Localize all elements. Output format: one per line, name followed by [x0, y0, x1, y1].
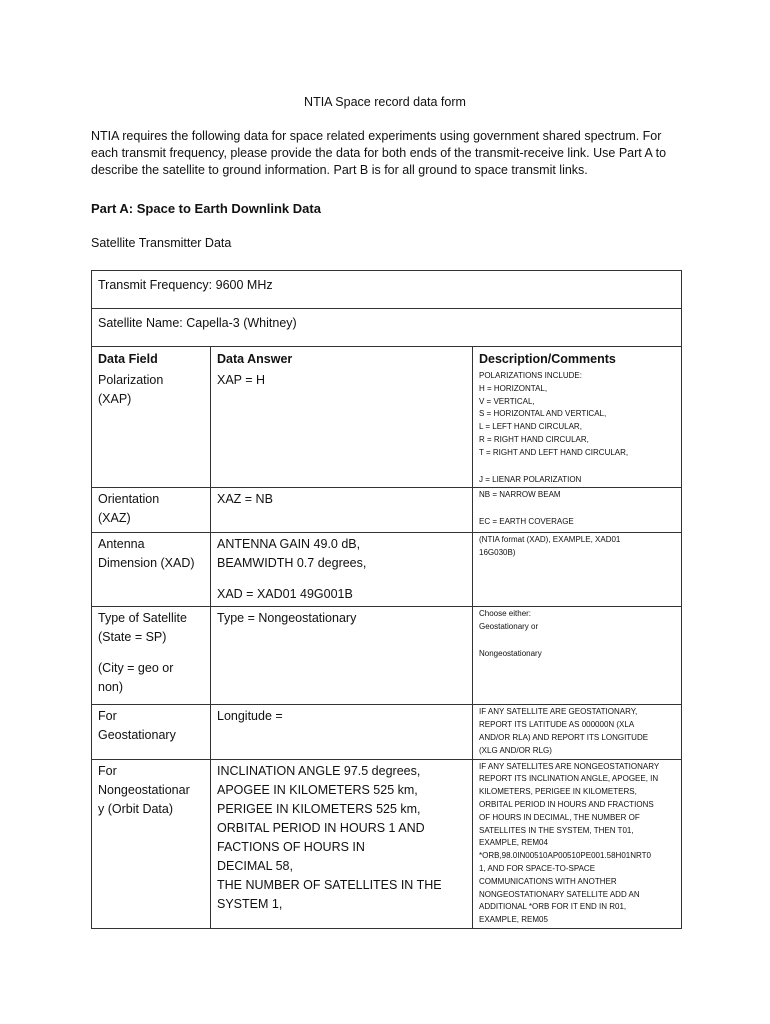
field-line: Orientation [98, 492, 160, 507]
description-line: L = LEFT HAND CIRCULAR, [479, 422, 582, 432]
field-cell [92, 369, 211, 488]
transmit-frequency-cell: Transmit Frequency: 9600 MHz [92, 271, 682, 309]
field-line: For [98, 763, 117, 778]
table-row-orientation [92, 488, 682, 533]
description-line: H = HORIZONTAL, [479, 383, 548, 393]
description-line: (NTIA format (XAD), EXAMPLE, XAD01 [479, 535, 621, 545]
field-line: For [98, 709, 117, 724]
answer-line: Longitude = [217, 709, 283, 724]
table-header-row [92, 347, 682, 370]
intro-paragraph: NTIA requires the following data for space related experiments using government shared spectrum. For each transmit frequency, please provide the data for both ends of the transmit-receive link. Use Part A to describe the satellite to ground information. Part B is for all ground to space transmit links. [91, 129, 667, 177]
answer-line: PERIGEE IN KILOMETERS 525 km, [217, 801, 421, 816]
answer-line: ANTENNA GAIN 49.0 dB, [217, 537, 361, 552]
page-title: NTIA Space record data form [304, 95, 466, 109]
description-line: 1, AND FOR SPACE-TO-SPACE [479, 863, 596, 873]
answer-line: THE NUMBER OF SATELLITES IN THE [217, 877, 442, 892]
header-data-field: Data Field [92, 347, 211, 370]
field-cell [92, 607, 211, 705]
satellite-transmitter-subheading: Satellite Transmitter Data [91, 236, 232, 250]
description-cell [473, 607, 682, 705]
description-line: REPORT ITS LATITUDE AS 000000N (XLA [479, 720, 635, 730]
answer-line: XAD = XAD01 49G001B [217, 587, 353, 602]
description-line: EXAMPLE, REM04 [479, 838, 548, 848]
description-cell [473, 369, 682, 488]
description-line: REPORT ITS INCLINATION ANGLE, APOGEE, IN [479, 774, 659, 784]
field-line: y (Orbit Data) [98, 801, 174, 816]
description-line: EXAMPLE, REM05 [479, 915, 548, 925]
answer-line: XAP = H [217, 373, 266, 387]
answer-line: XAZ = NB [217, 492, 273, 507]
description-line: COMMUNICATIONS WITH ANOTHER [479, 876, 617, 886]
description-line: J = LIENAR POLARIZATION [479, 474, 582, 484]
description-cell [473, 705, 682, 759]
description-line: 16G030B) [479, 548, 516, 558]
answer-line: INCLINATION ANGLE 97.5 degrees, [217, 763, 421, 778]
answer-cell [211, 607, 473, 705]
table-row-antenna-dimension [92, 533, 682, 607]
description-line: ADDITIONAL *ORB FOR IT END IN R01, [479, 902, 627, 912]
description-line: R = RIGHT HAND CIRCULAR, [479, 434, 589, 444]
description-line: T = RIGHT AND LEFT HAND CIRCULAR, [479, 447, 629, 457]
field-line: Nongeostationar [98, 782, 190, 797]
field-line: Type of Satellite [98, 611, 187, 626]
description-line: IF ANY SATELLITES ARE NONGEOSTATIONARY [479, 761, 660, 771]
answer-line: Type = Nongeostationary [217, 611, 357, 626]
field-line: (State = SP) [98, 630, 167, 645]
description-line: *ORB,98.0IN00510AP00510PE001.58H01NRT0 [479, 851, 651, 861]
table-row-satellite-type [92, 607, 682, 705]
answer-cell [211, 759, 473, 928]
header-description: Description/Comments [473, 347, 682, 370]
field-cell [92, 533, 211, 607]
field-line: Geostationary [98, 728, 176, 743]
field-line: (City = geo or [98, 661, 174, 676]
description-line: (XLG AND/OR RLG) [479, 745, 552, 755]
answer-line: APOGEE IN KILOMETERS 525 km, [217, 782, 418, 797]
description-line: EC = EARTH COVERAGE [479, 517, 574, 527]
description-line: OF HOURS IN DECIMAL, THE NUMBER OF [479, 812, 640, 822]
field-line: (XAZ) [98, 511, 131, 526]
field-cell [92, 488, 211, 533]
satellite-name-cell: Satellite Name: Capella-3 (Whitney) [92, 309, 682, 347]
description-line: SATELLITES IN THE SYSTEM, THEN T01, [479, 825, 634, 835]
description-line: S = HORIZONTAL AND VERTICAL, [479, 409, 607, 419]
description-line: KILOMETERS, PERIGEE IN KILOMETERS, [479, 787, 637, 797]
answer-cell [211, 369, 473, 488]
field-line: Dimension (XAD) [98, 556, 195, 571]
description-line: ORBITAL PERIOD IN HOURS AND FRACTIONS [479, 799, 654, 809]
description-cell [473, 759, 682, 928]
field-line: Polarization [98, 373, 164, 387]
answer-cell [211, 705, 473, 759]
description-line: IF ANY SATELLITE ARE GEOSTATIONARY, [479, 707, 638, 717]
description-line: Nongeostationary [479, 648, 542, 658]
description-cell [473, 488, 682, 533]
description-line: POLARIZATIONS INCLUDE: [479, 371, 582, 380]
field-cell [92, 705, 211, 759]
answer-line: BEAMWIDTH 0.7 degrees, [217, 556, 367, 571]
answer-cell [211, 488, 473, 533]
description-line: Choose either: [479, 609, 532, 619]
table-row-polarization [92, 369, 682, 488]
field-line: Antenna [98, 537, 145, 552]
description-line: V = VERTICAL, [479, 396, 535, 406]
part-a-heading: Part A: Space to Earth Downlink Data [91, 201, 321, 216]
answer-line: ORBITAL PERIOD IN HOURS 1 AND [217, 820, 425, 835]
description-line: Geostationary or [479, 622, 539, 632]
description-line: AND/OR RLA) AND REPORT ITS LONGITUDE [479, 732, 649, 742]
answer-line: DECIMAL 58, [217, 858, 293, 873]
satellite-transmitter-table [91, 270, 682, 929]
field-cell [92, 759, 211, 928]
field-line: (XAP) [98, 392, 132, 406]
table-row-nongeostationary [92, 759, 682, 928]
field-line: non) [98, 680, 124, 695]
table-row-geostationary [92, 705, 682, 759]
answer-line: SYSTEM 1, [217, 896, 283, 911]
answer-line: FACTIONS OF HOURS IN [217, 839, 365, 854]
description-line: NONGEOSTATIONARY SATELLITE ADD AN [479, 889, 640, 899]
answer-cell [211, 533, 473, 607]
header-data-answer: Data Answer [211, 347, 473, 370]
description-cell [473, 533, 682, 607]
description-line: NB = NARROW BEAM [479, 490, 561, 500]
